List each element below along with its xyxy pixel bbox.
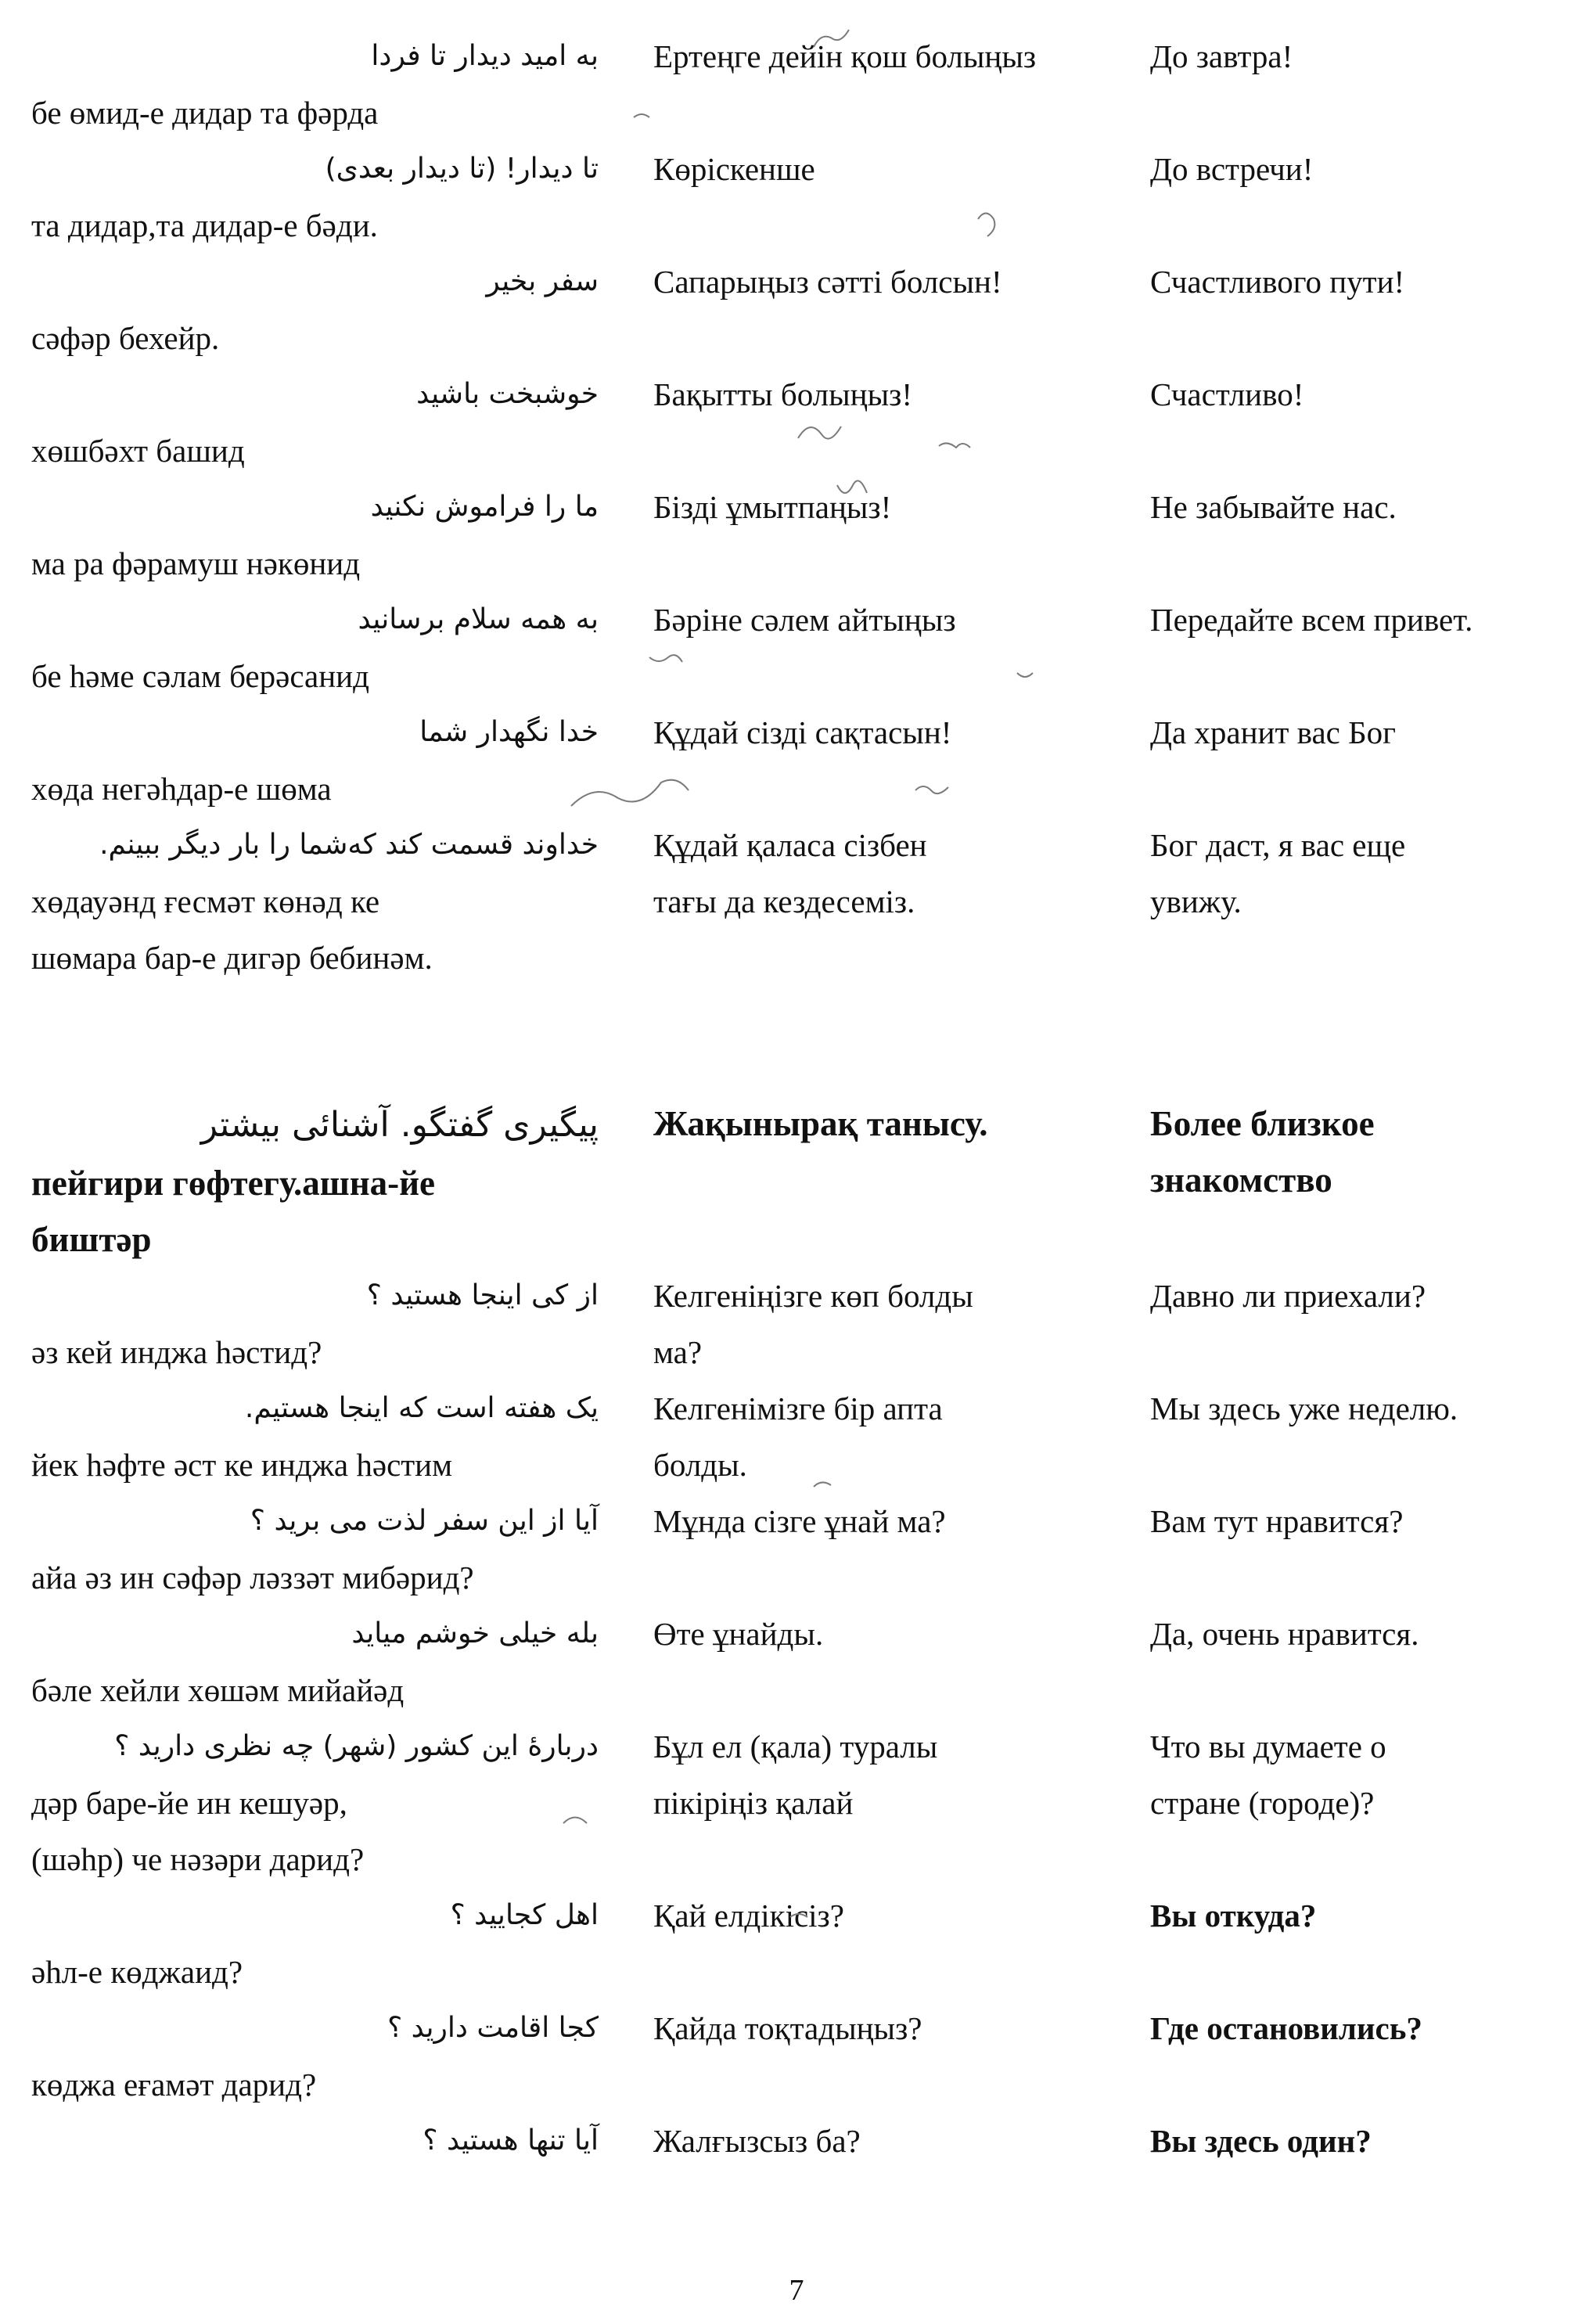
transliteration: ма ра фәрамуш нәкөнид [31, 545, 361, 581]
transliteration: бе өмид-е дидар та фәрда [31, 95, 379, 131]
transliteration: (шәһр) че нәзәри дарид? [31, 1841, 365, 1877]
transliteration: әһл-е көджаид? [31, 1954, 243, 1990]
transliteration: шөмара бар-е дигәр бебинәм. [31, 940, 433, 976]
kazakh-text: Бақытты болыңыз! [653, 376, 913, 412]
persian-text: کجا اقامت دارید ؟ [387, 2012, 599, 2044]
persian-text: تا دیدار! (تا دیدار بعدی) [325, 153, 599, 185]
heading-kazakh: Жақынырақ танысу. [653, 1104, 988, 1143]
transliteration: йек һәфте әст ке инджа һәстим [31, 1447, 453, 1483]
heading-russian: знакомство [1150, 1160, 1332, 1200]
kazakh-text: Сапарыңыз сәтті болсын! [653, 264, 1002, 300]
russian-text: Не забывайте нас. [1150, 489, 1397, 525]
kazakh-text: Жалғызсыз ба? [653, 2123, 861, 2159]
russian-text: Вам тут нравится? [1150, 1503, 1404, 1539]
russian-text: Счастливо! [1150, 376, 1304, 412]
transliteration: дәр баре-йе ин кешуәр, [31, 1785, 347, 1821]
persian-text: آیا از این سفر لذت می برید ؟ [250, 1505, 599, 1537]
transliteration: хөдауәнд ғесмәт көнәд ке [31, 883, 380, 919]
kazakh-text: Қайда тоқтадыңыз? [653, 2010, 922, 2046]
persian-text: خدا نگهدار شما [419, 716, 599, 748]
russian-text: До встречи! [1150, 151, 1314, 187]
persian-text: اهل کجایید ؟ [450, 1899, 599, 1931]
kazakh-text: Көріскенше [653, 151, 815, 187]
kazakh-text: пікіріңіз қалай [653, 1785, 854, 1821]
persian-text: ما را فراموش نکنید [370, 491, 599, 523]
russian-text: Где остановились? [1150, 2010, 1422, 2046]
persian-text: بله خیلی خوشم میاید [351, 1617, 599, 1649]
kazakh-text: Құдай қаласа сізбен [653, 827, 927, 863]
transliteration: айа әз ин сәфәр ләззәт мибәрид? [31, 1560, 474, 1596]
kazakh-text: Құдай сізді сақтасын! [653, 714, 952, 750]
transliteration: бе һәме сәлам берәсанид [31, 658, 369, 694]
russian-text: Бог даст, я вас еще [1150, 827, 1406, 863]
page-number: 7 [789, 2274, 804, 2307]
russian-text: увижу. [1150, 883, 1242, 919]
persian-text: از کی اینجا هستید ؟ [366, 1279, 599, 1311]
kazakh-text: Өте ұнайды. [653, 1616, 824, 1652]
kazakh-text: ма? [653, 1334, 703, 1370]
kazakh-text: Келгенімізге бір апта [653, 1390, 943, 1426]
transliteration: хөда негәһдар-е шөма [31, 771, 332, 807]
russian-text: Да хранит вас Бог [1150, 714, 1396, 750]
transliteration: та дидар,та дидар-е бәди. [31, 207, 378, 243]
persian-text: دربارهٔ این کشور (شهر) چه نظری دارید ؟ [114, 1730, 599, 1762]
heading-transliteration: пейгири гөфтегу.ашна-йе [31, 1164, 436, 1203]
transliteration: хөшбәхт башид [31, 433, 245, 469]
russian-text: Мы здесь уже неделю. [1150, 1390, 1458, 1426]
persian-text: سفر بخیر [486, 265, 599, 297]
russian-text: Давно ли приехали? [1150, 1278, 1426, 1314]
kazakh-text: Мұнда сізге ұнай ма? [653, 1503, 946, 1539]
russian-text: Вы откуда? [1150, 1898, 1317, 1934]
transliteration: сәфәр бехейр. [31, 320, 220, 356]
russian-text: стране (городе)? [1150, 1785, 1375, 1821]
kazakh-text: Ертеңге дейін қош болыңыз [653, 38, 1037, 74]
transliteration: бәле хейли хөшәм мийайәд [31, 1672, 405, 1708]
kazakh-text: Келгеніңізге көп болды [653, 1278, 973, 1314]
kazakh-text: тағы да кездесеміз. [653, 883, 915, 919]
russian-text: Счастливого пути! [1150, 264, 1405, 300]
kazakh-text: Бұл ел (қала) туралы [653, 1729, 938, 1765]
persian-text: به امید دیدار تا فردا [371, 40, 599, 72]
persian-text: یک هفته است که اینجا هستیم. [244, 1392, 599, 1424]
persian-text: آیا تنها هستید ؟ [423, 2124, 599, 2157]
kazakh-text: Бәріне сәлем айтыңыз [653, 602, 956, 638]
kazakh-text: Бізді ұмытпаңыз! [653, 489, 892, 525]
kazakh-text: Қай елдікісіз? [653, 1898, 844, 1934]
persian-text: خداوند قسمت کند که‌شما را بار دیگر ببینم. [99, 829, 599, 861]
transliteration: әз кей инджа һәстид? [31, 1334, 322, 1370]
russian-text: До завтра! [1150, 38, 1293, 74]
kazakh-text: болды. [653, 1447, 747, 1483]
russian-text: Передайте всем привет. [1150, 602, 1473, 638]
heading-transliteration: биштәр [31, 1220, 152, 1259]
persian-text: خوشبخت باشید [416, 378, 599, 410]
russian-text: Вы здесь один? [1150, 2123, 1372, 2159]
russian-text: Да, очень нравится. [1150, 1616, 1419, 1652]
russian-text: Что вы думаете о [1150, 1729, 1386, 1765]
transliteration: көджа еғамәт дарид? [31, 2067, 317, 2103]
persian-text: به همه سلام برسانید [358, 603, 599, 635]
heading-persian: پیگیری گفتگو. آشنائی بیشتر [200, 1105, 599, 1145]
heading-russian: Более близкое [1150, 1104, 1375, 1143]
